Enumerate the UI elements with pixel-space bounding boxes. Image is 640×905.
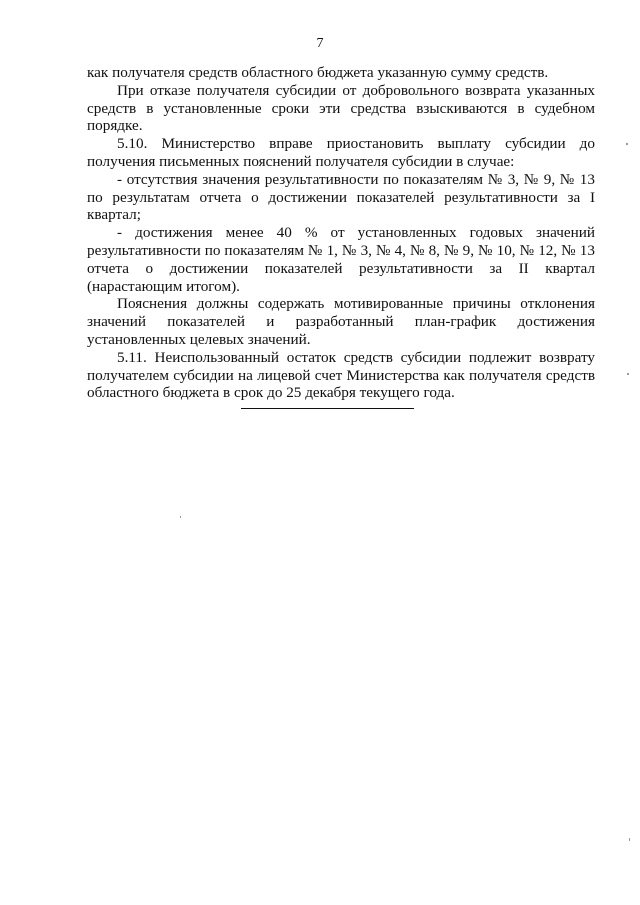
paragraph-continuation: как получателя средств областного бюджета указанную сумму средств. bbox=[87, 64, 549, 81]
end-separator-line bbox=[241, 408, 414, 409]
scan-mark bbox=[626, 143, 628, 145]
paragraph-explanations: Пояснения должны содержать мотивированные причины отклонения значений показателей и разработанный план-график достижения установленных целевых значений. bbox=[87, 295, 595, 348]
document-body bbox=[87, 64, 595, 402]
scan-mark bbox=[629, 838, 630, 841]
paragraph-5-10: 5.10. Министерство вправе приостановить выплату субсидии до получения письменных пояснений получателя субсидии в случае: bbox=[87, 135, 595, 170]
scan-mark bbox=[627, 373, 629, 375]
paragraph-5-11: 5.11. Неиспользованный остаток средств субсидии подлежит возврату получателем субсидии на лицевой счет Министерства как получателя средств областного бюджета в срок до 25 декабря текущего года. bbox=[87, 348, 595, 402]
scan-mark bbox=[180, 516, 181, 518]
list-item-achievement: - достижения менее 40 % от установленных годовых значений результативности по показателям № 1, № 3, № 4, № 8, № 9, № 10, № 12, № 13 отчета о достижении показателей результативности за II квартал (нарастающим итогом). bbox=[87, 224, 595, 295]
page-number: 7 bbox=[316, 36, 324, 51]
list-item-absence: - отсутствия значения результативности по показателям № 3, № 9, № 13 по результатам отчета о достижении показателей результативности за I квартал; bbox=[87, 170, 595, 224]
paragraph-refusal-recovery: При отказе получателя субсидии от добровольного возврата указанных средств в установленные сроки эти средства взыскиваются в судебном порядке. bbox=[87, 81, 595, 135]
